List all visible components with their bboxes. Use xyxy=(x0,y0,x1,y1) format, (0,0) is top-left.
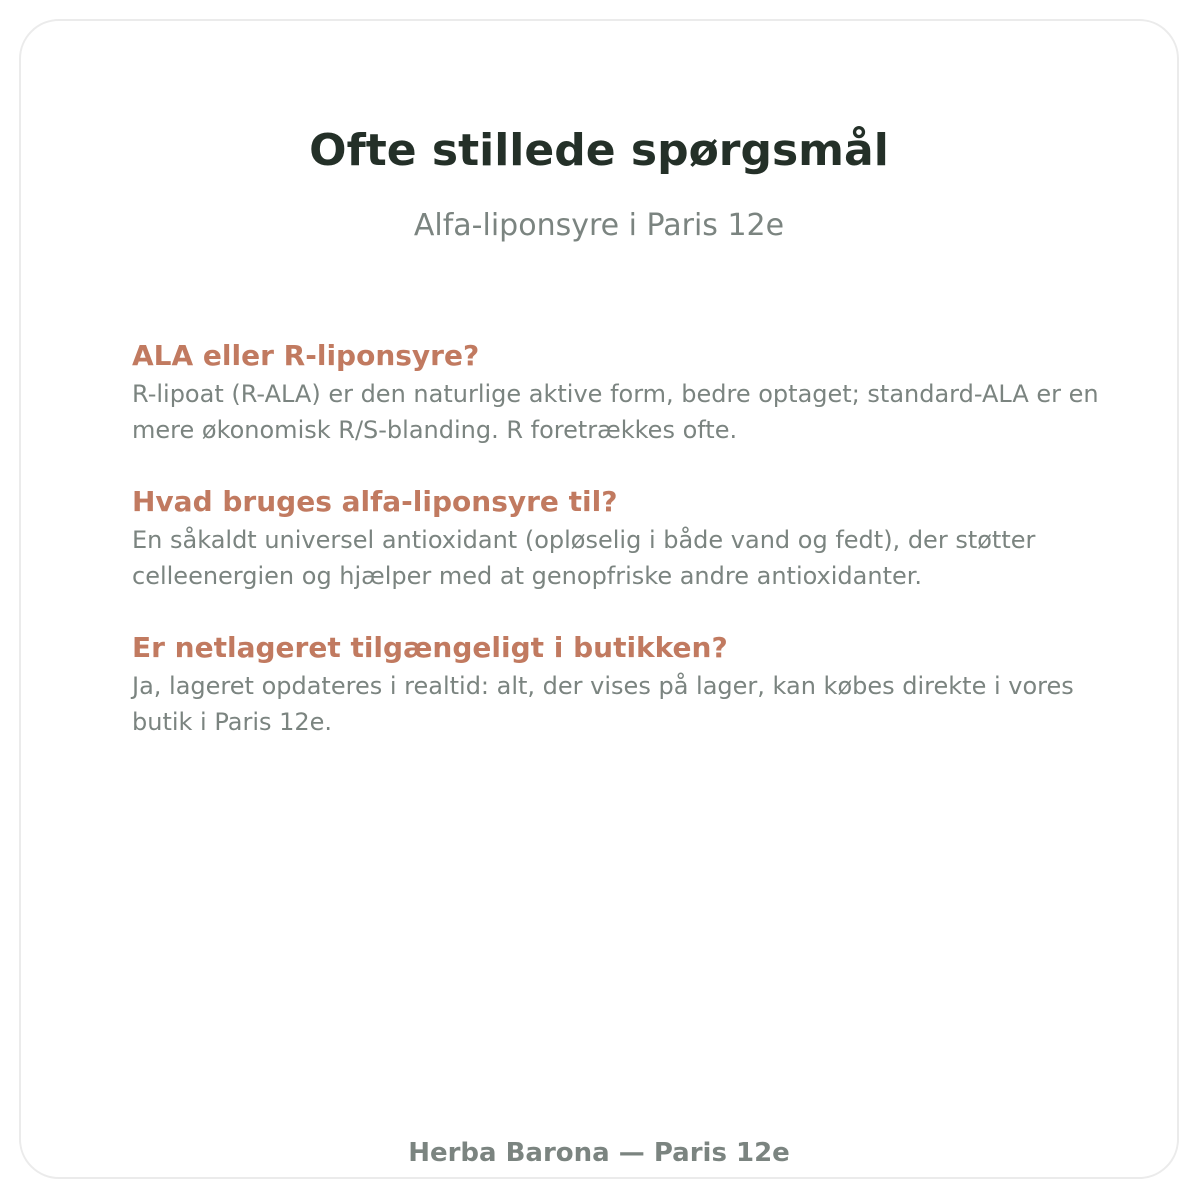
faq-answer: En såkaldt universel antioxidant (opløselig i både vand og fedt), der støtter celleenergien og hjælper med at genopfriske andre antioxidanter. xyxy=(132,526,1036,590)
faq-item xyxy=(132,628,1102,740)
footer-brand: Herba Barona — Paris 12e xyxy=(408,1138,790,1168)
faq-list xyxy=(132,336,1102,774)
faq-question: Hvad bruges alfa-liponsyre til? xyxy=(132,485,618,518)
faq-question: Er netlageret tilgængeligt i butikken? xyxy=(132,631,728,664)
page-title: Ofte stillede spørgsmål xyxy=(309,125,889,176)
faq-question: ALA eller R-liponsyre? xyxy=(132,339,480,372)
page-subtitle: Alfa-liponsyre i Paris 12e xyxy=(413,208,785,243)
faq-item xyxy=(132,482,1102,594)
faq-answer: Ja, lageret opdateres i realtid: alt, der vises på lager, kan købes direkte i vores butik i Paris 12e. xyxy=(132,672,1074,736)
faq-item xyxy=(132,336,1102,448)
faq-answer: R-lipoat (R-ALA) er den naturlige aktive form, bedre optaget; standard-ALA er en mere økonomisk R/S-blanding. R foretrækkes ofte. xyxy=(132,380,1099,444)
faq-card xyxy=(19,19,1179,1179)
